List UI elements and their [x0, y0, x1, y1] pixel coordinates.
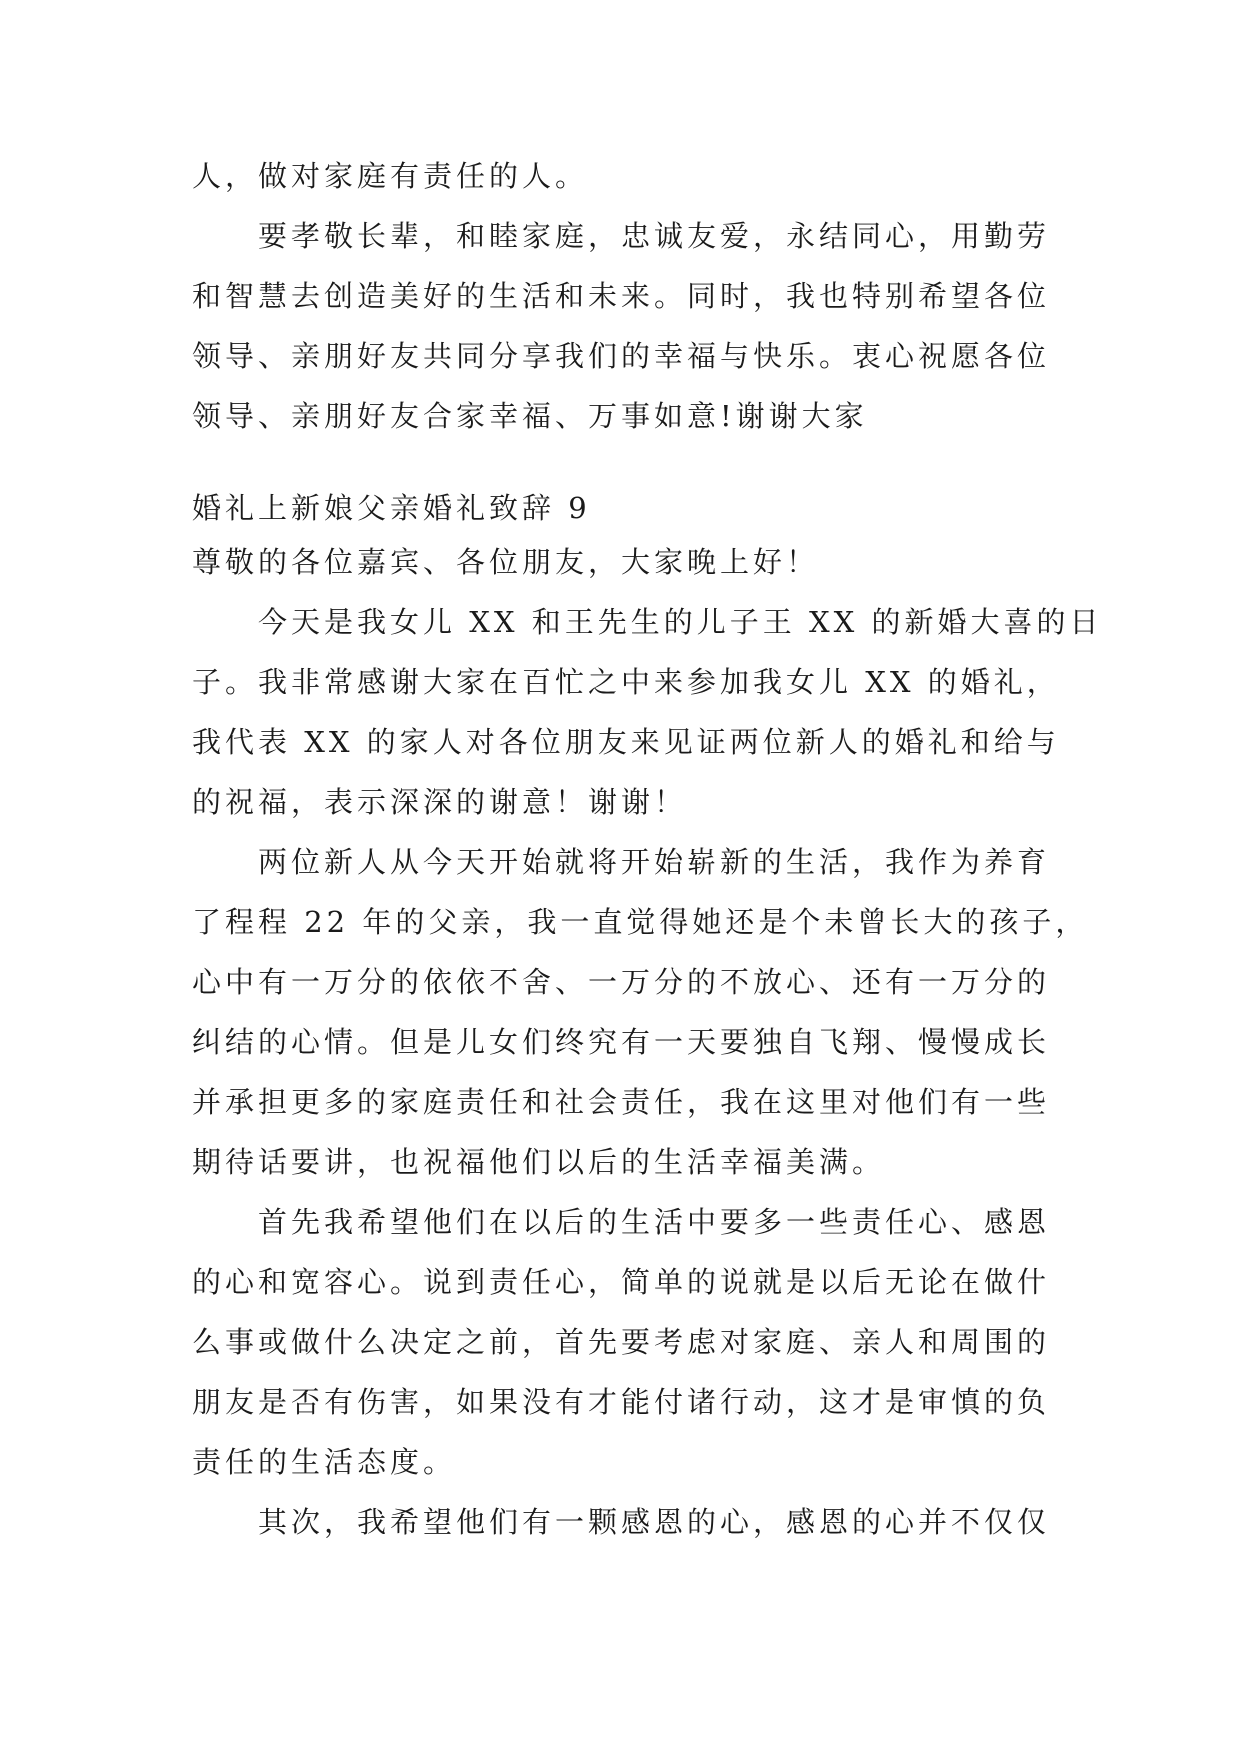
- continuation-paragraphs: [192, 146, 1052, 446]
- text-line: 领导、亲朋好友合家幸福、万事如意!谢谢大家: [192, 399, 868, 433]
- text-line: 其次，我希望他们有一颗感恩的心，感恩的心并不仅仅: [192, 1505, 1051, 1539]
- text-line: 两位新人从今天开始就将开始崭新的生活，我作为养育: [192, 845, 1051, 879]
- text-line: 的祝福，表示深深的谢意！谢谢！: [192, 785, 688, 819]
- text-line: 了程程 22 年的父亲，我一直觉得她还是个未曾长大的孩子，: [192, 905, 1089, 939]
- text-line: 并承担更多的家庭责任和社会责任，我在这里对他们有一些: [192, 1085, 1051, 1119]
- text-line: 要孝敬长辈，和睦家庭，忠诚友爱，永结同心，用勤劳: [192, 219, 1051, 253]
- text-line: 今天是我女儿 XX 和王先生的儿子王 XX 的新婚大喜的日: [192, 605, 1103, 639]
- text-line: 纠结的心情。但是儿女们终究有一天要独自飞翔、慢慢成长: [192, 1025, 1051, 1059]
- text-line: 的心和宽容心。说到责任心，简单的说就是以后无论在做什: [192, 1265, 1051, 1299]
- section-heading: [192, 478, 1052, 538]
- section-body: [192, 532, 1103, 1552]
- text-line: 领导、亲朋好友共同分享我们的幸福与快乐。衷心祝愿各位: [192, 339, 1051, 373]
- text-line: 和智慧去创造美好的生活和未来。同时，我也特别希望各位: [192, 279, 1051, 313]
- text-line: 期待话要讲，也祝福他们以后的生活幸福美满。: [192, 1145, 886, 1179]
- text-line: 心中有一万分的依依不舍、一万分的不放心、还有一万分的: [192, 965, 1051, 999]
- text-line: 朋友是否有伤害，如果没有才能付诸行动，这才是审慎的负: [192, 1385, 1051, 1419]
- text-line: 我代表 XX 的家人对各位朋友来见证两位新人的婚礼和给与: [192, 725, 1060, 759]
- text-line: 责任的生活态度。: [192, 1445, 457, 1479]
- text-line: 首先我希望他们在以后的生活中要多一些责任心、感恩: [192, 1205, 1051, 1239]
- text-line: 么事或做什么决定之前，首先要考虑对家庭、亲人和周围的: [192, 1325, 1051, 1359]
- text-line: 人，做对家庭有责任的人。: [192, 159, 589, 193]
- text-line: 尊敬的各位嘉宾、各位朋友，大家晚上好！: [192, 545, 820, 579]
- text-line: 子。我非常感谢大家在百忙之中来参加我女儿 XX 的婚礼，: [192, 665, 1060, 699]
- section-title: 婚礼上新娘父亲婚礼致辞 9: [192, 491, 591, 525]
